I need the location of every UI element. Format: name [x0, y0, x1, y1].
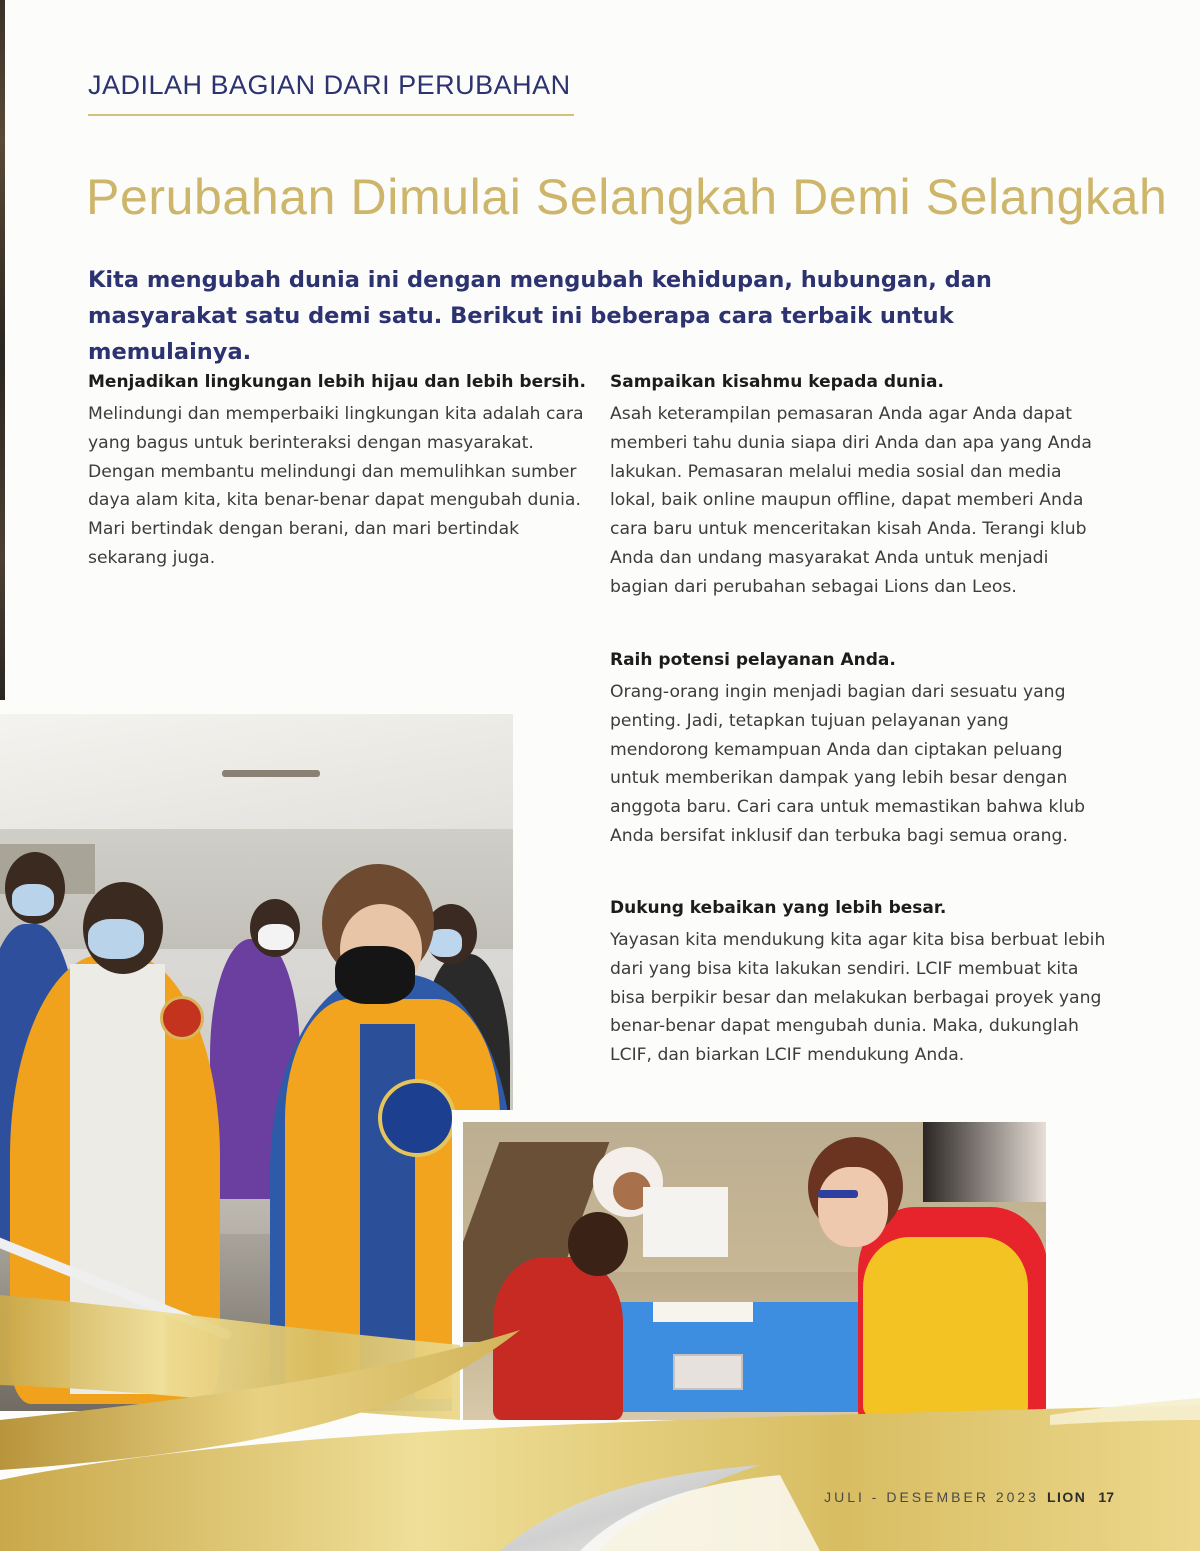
lions-emblem-icon — [378, 1079, 456, 1157]
child-head — [568, 1212, 628, 1276]
intro-paragraph: Kita mengubah dunia ini dengan mengubah kehidupan, hubungan, dan masyarakat satu demi satu. Berikut ini beberapa cara terbaik untuk memulainya. — [88, 267, 992, 365]
gold-wave-decoration — [0, 1270, 1200, 1551]
face-mask — [88, 919, 144, 959]
background-person — [923, 1122, 1046, 1202]
lions-emblem-icon — [160, 996, 204, 1040]
face-mask — [258, 924, 294, 950]
page-number: 17 — [1098, 1489, 1114, 1505]
glasses-icon — [818, 1190, 858, 1198]
block-heading: Dukung kebaikan yang lebih besar. — [610, 898, 947, 918]
article-block-support-greater-good — [610, 898, 1110, 1070]
white-bag — [643, 1187, 728, 1257]
block-heading: Menjadikan lingkungan lebih hijau dan lebih bersih. — [88, 372, 586, 392]
block-body: Asah keterampilan pemasaran Anda agar Anda dapat memberi tahu dunia siapa diri Anda dan apa yang Anda lakukan. Pemasaran melalui media sosial dan media lokal, baik online maupun offline, dapat memberi Anda cara baru untuk menceritakan kisah Anda. Terangi klub Anda dan undang masyarakat Anda untuk menjadi bagian dari perubahan sebagai Lions dan Leos. — [610, 404, 1092, 597]
article-block-greener-environment — [88, 372, 588, 573]
section-label: JADILAH BAGIAN DARI PERUBAHAN — [88, 70, 571, 100]
woman-face — [818, 1167, 888, 1247]
article-block-service-potential — [610, 650, 1110, 851]
page-footer — [824, 1489, 1114, 1505]
block-body: Yayasan kita mendukung kita agar kita bisa berbuat lebih dari yang bisa kita lakukan sendiri. LCIF membuat kita bisa berpikir besar dan melakukan berbagai proyek yang benar-benar dapat mengubah dunia. Maka, dukunglah LCIF, dan biarkan LCIF mendukung Anda. — [610, 930, 1106, 1066]
issue-date: JULI - DESEMBER 2023 — [824, 1489, 1039, 1505]
article-block-tell-your-story — [610, 372, 1110, 602]
face-mask-black — [335, 946, 415, 1004]
block-body: Melindungi dan memperbaiki lingkungan kita adalah cara yang bagus untuk berinteraksi dengan masyarakat. Dengan membantu melindungi dan memulihkan sumber daya alam kita, kita benar-benar dapat mengubah dunia. Mari bertindak dengan berani, dan mari bertindak sekarang juga. — [88, 404, 584, 568]
block-heading: Sampaikan kisahmu kepada dunia. — [610, 372, 944, 392]
page-headline: Perubahan Dimulai Selangkah Demi Selangkah — [86, 169, 1168, 225]
magazine-name: LION — [1046, 1489, 1087, 1505]
block-heading: Raih potensi pelayanan Anda. — [610, 650, 896, 670]
section-divider — [88, 114, 574, 116]
face-mask — [12, 884, 54, 916]
ceiling-lamp — [222, 770, 320, 777]
block-body: Orang-orang ingin menjadi bagian dari sesuatu yang penting. Jadi, tetapkan tujuan pelayanan yang mendorong kemampuan Anda dan ciptakan peluang untuk memberikan dampak yang lebih besar dengan anggota baru. Cari cara untuk memastikan bahwa klub Anda bersifat inklusif dan terbuka bagi semua orang. — [610, 682, 1086, 846]
page-edge-strip — [0, 0, 5, 700]
photo-ceiling — [0, 714, 513, 844]
